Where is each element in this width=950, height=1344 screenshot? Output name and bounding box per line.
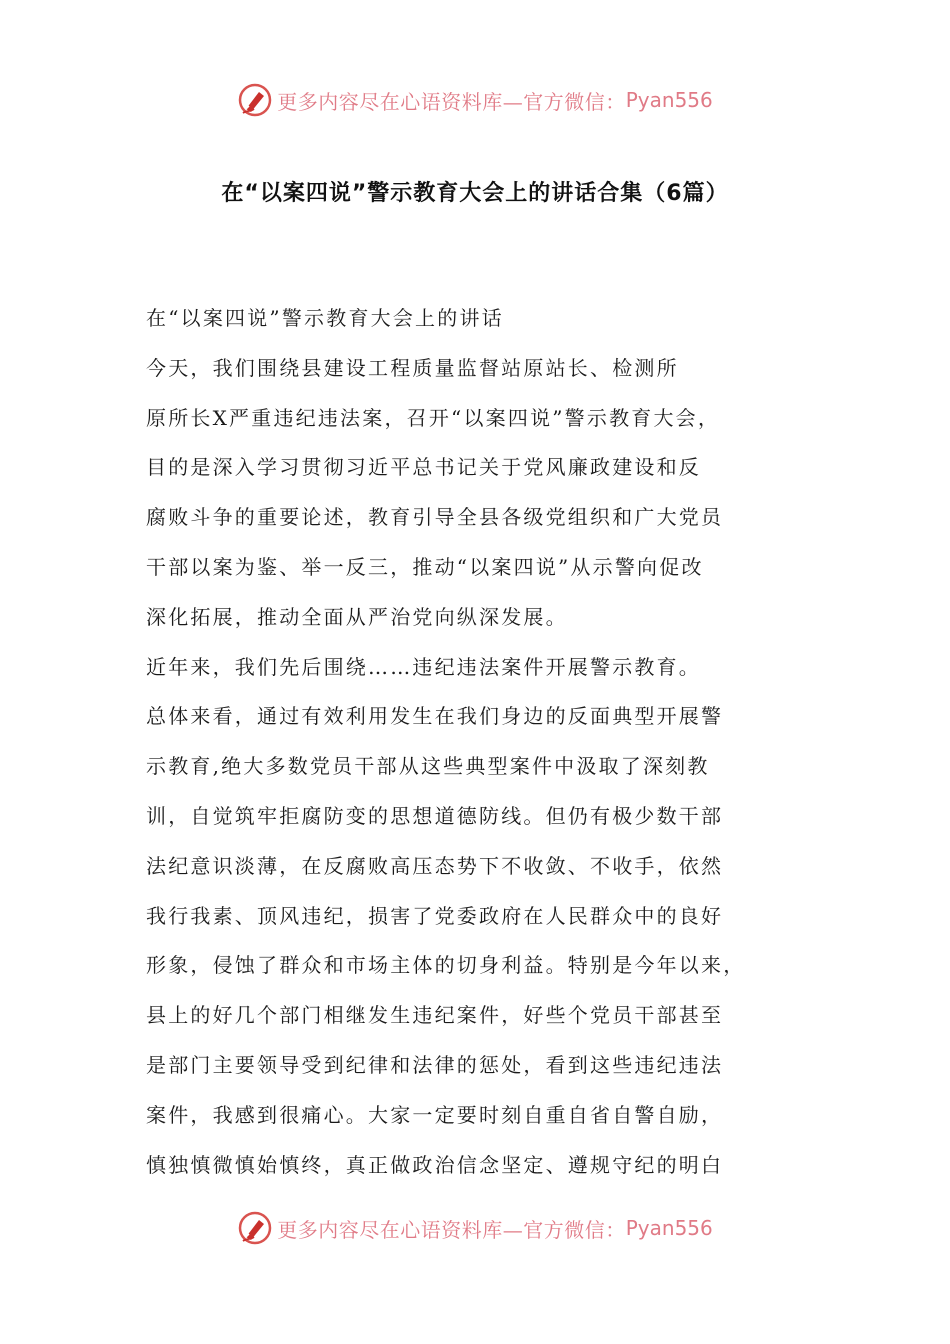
body-line: 原所长X严重违纪违法案，召开“以案四说”警示教育大会， <box>146 405 721 430</box>
banner-text: 更多内容尽在心语资料库—官方微信： <box>277 89 626 114</box>
banner-wechat-id: Pyan556 <box>625 88 713 112</box>
pen-nib-logo-icon <box>237 1210 273 1246</box>
banner-wechat-id: Pyan556 <box>625 1216 713 1240</box>
pen-nib-logo-icon <box>237 82 273 118</box>
body-line: 目的是深入学习贯彻习近平总书记关于党风廉政建设和反 <box>146 455 701 480</box>
footer-banner <box>0 1210 950 1246</box>
body-line: 形象，侵蚀了群众和市场主体的切身利益。特别是今年以来， <box>146 953 746 978</box>
body-line: 在“以案四说”警示教育大会上的讲话 <box>146 306 504 330</box>
body-line: 总体来看，通过有效利用发生在我们身边的反面典型开展警 <box>146 704 724 729</box>
body-line: 我行我素、顶风违纪，损害了党委政府在人民群众中的良好 <box>146 903 724 928</box>
body-line: 近年来，我们先后围绕……违纪违法案件开展警示教育。 <box>146 654 701 679</box>
body-line: 腐败斗争的重要论述，教育引导全县各级党组织和广大党员 <box>146 505 724 530</box>
banner-text: 更多内容尽在心语资料库—官方微信： <box>277 1217 626 1242</box>
body-line: 训，自觉筑牢拒腐防变的思想道德防线。但仍有极少数干部 <box>146 803 724 828</box>
body-line: 示教育,绝大多数党员干部从这些典型案件中汲取了深刻教 <box>146 754 710 779</box>
body-line: 慎独慎微慎始慎终，真正做政治信念坚定、遵规守纪的明白 <box>146 1152 724 1177</box>
body-line: 今天，我们围绕县建设工程质量监督站原站长、检测所 <box>146 355 679 380</box>
document-title: 在“以案四说”警示教育大会上的讲话合集（6篇） <box>221 181 729 206</box>
header-banner <box>0 82 950 118</box>
body-line: 是部门主要领导受到纪律和法律的惩处，看到这些违纪违法 <box>146 1052 724 1077</box>
body-line: 案件，我感到很痛心。大家一定要时刻自重自省自警自励， <box>146 1102 724 1127</box>
body-line: 法纪意识淡薄，在反腐败高压态势下不收敛、不收手，依然 <box>146 853 724 878</box>
body-line: 深化拓展，推动全面从严治党向纵深发展。 <box>146 604 568 629</box>
body-line: 县上的好几个部门相继发生违纪案件，好些个党员干部甚至 <box>146 1003 724 1028</box>
document-body <box>146 300 746 1196</box>
body-line: 干部以案为鉴、举一反三，推动“以案四说”从示警向促改 <box>146 554 704 579</box>
